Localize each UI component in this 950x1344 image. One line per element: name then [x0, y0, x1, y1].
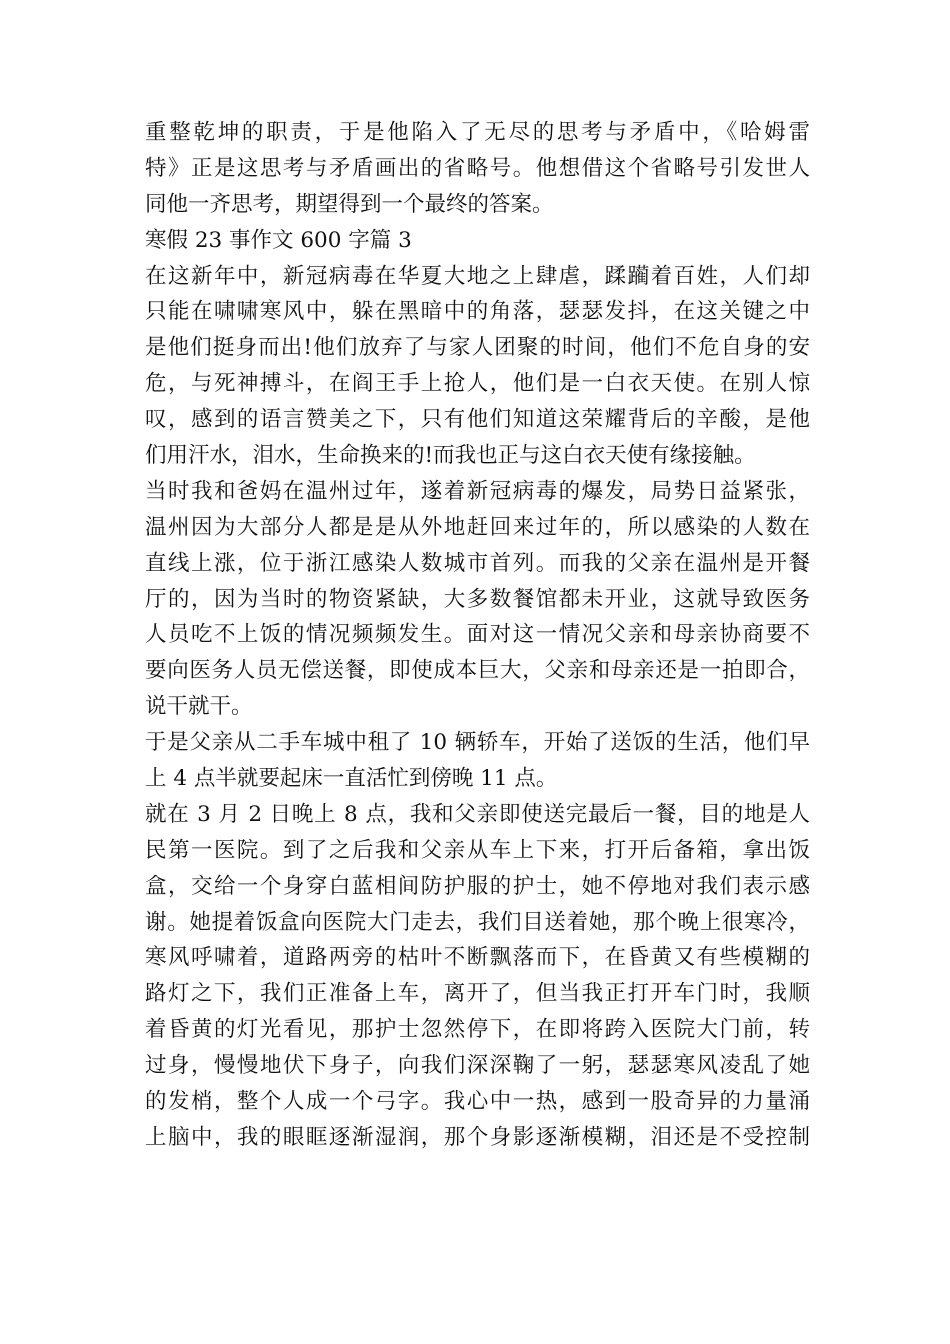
text-line: 寒风呼啸着，道路两旁的枯叶不断飘落而下，在昏黄又有些模糊的: [145, 945, 810, 971]
text-line: 们用汗水，泪水，生命换来的!而我也正与这白衣天使有缘接触。: [145, 443, 756, 469]
text-line: 厅的，因为当时的物资紧缺，大多数餐馆都未开业，这就导致医务: [145, 586, 810, 612]
text-line: 盒，交给一个身穿白蓝相间防护服的护士，她不停地对我们表示感: [145, 873, 810, 899]
text-line: 在这新年中，新冠病毒在华夏大地之上肆虐，蹂躏着百姓，人们却: [145, 263, 810, 289]
text-line: 是他们挺身而出!他们放弃了与家人团聚的时间，他们不危自身的安: [145, 335, 810, 361]
text-line: 说干就干。: [145, 694, 253, 720]
text-line: 着昏黄的灯光看见，那护士忽然停下，在即将跨入医院大门前，转: [145, 1017, 810, 1043]
text-line: 民第一医院。到了之后我和父亲从车上下来，打开后备箱，拿出饭: [145, 837, 810, 863]
text-line: 直线上涨，位于浙江感染人数城市首列。而我的父亲在温州是开餐: [145, 550, 810, 576]
text-line: 危，与死神搏斗，在阎王手上抢人，他们是一白衣天使。在别人惊: [145, 371, 810, 397]
text-line: 人员吃不上饭的情况频频发生。面对这一情况父亲和母亲协商要不: [145, 622, 810, 648]
text-line: 温州因为大部分人都是是从外地赶回来过年的，所以感染的人数在: [145, 514, 810, 540]
text-line: 就在 3 月 2 日晚上 8 点，我和父亲即使送完最后一餐，目的地是人: [145, 801, 810, 827]
text-line: 于是父亲从二手车城中租了 10 辆轿车，开始了送饭的生活，他们早: [145, 730, 810, 756]
text-line: 谢。她提着饭盒向医院大门走去，我们目送着她，那个晚上很寒冷，: [145, 909, 810, 935]
text-line: 只能在啸啸寒风中，躲在黑暗中的角落，瑟瑟发抖，在这关键之中: [145, 299, 810, 325]
text-line: 过身，慢慢地伏下身子，向我们深深鞠了一躬，瑟瑟寒风凌乱了她: [145, 1053, 810, 1079]
text-line: 上 4 点半就要起床一直活忙到傍晚 11 点。: [145, 766, 558, 792]
text-line: 当时我和爸妈在温州过年，遂着新冠病毒的爆发，局势日益紧张，: [145, 478, 810, 504]
text-line: 重整乾坤的职责，于是他陷入了无尽的思考与矛盾中，《哈姆雷: [145, 120, 810, 145]
text-line: 路灯之下，我们正准备上车，离开了，但当我正打开车门时，我顺: [145, 981, 810, 1007]
text-line: 要向医务人员无偿送餐，即使成本巨大，父亲和母亲还是一拍即合，: [145, 658, 810, 684]
section-heading: 寒假 23 事作文 600 字篇 3: [145, 227, 412, 253]
text-line: 叹，感到的语言赞美之下，只有他们知道这荣耀背后的辛酸，是他: [145, 407, 810, 433]
text-line: 同他一齐思考，期望得到一个最终的答案。: [145, 191, 554, 217]
text-line: 特》正是这思考与矛盾画出的省略号。他想借这个省略号引发世人: [145, 155, 810, 181]
body-text: [145, 115, 810, 1156]
text-line: 的发梢，整个人成一个弓字。我心中一热，感到一股奇异的力量涌: [145, 1089, 810, 1115]
text-line: 上脑中，我的眼眶逐渐湿润，那个身影逐渐模糊，泪还是不受控制: [145, 1124, 810, 1150]
